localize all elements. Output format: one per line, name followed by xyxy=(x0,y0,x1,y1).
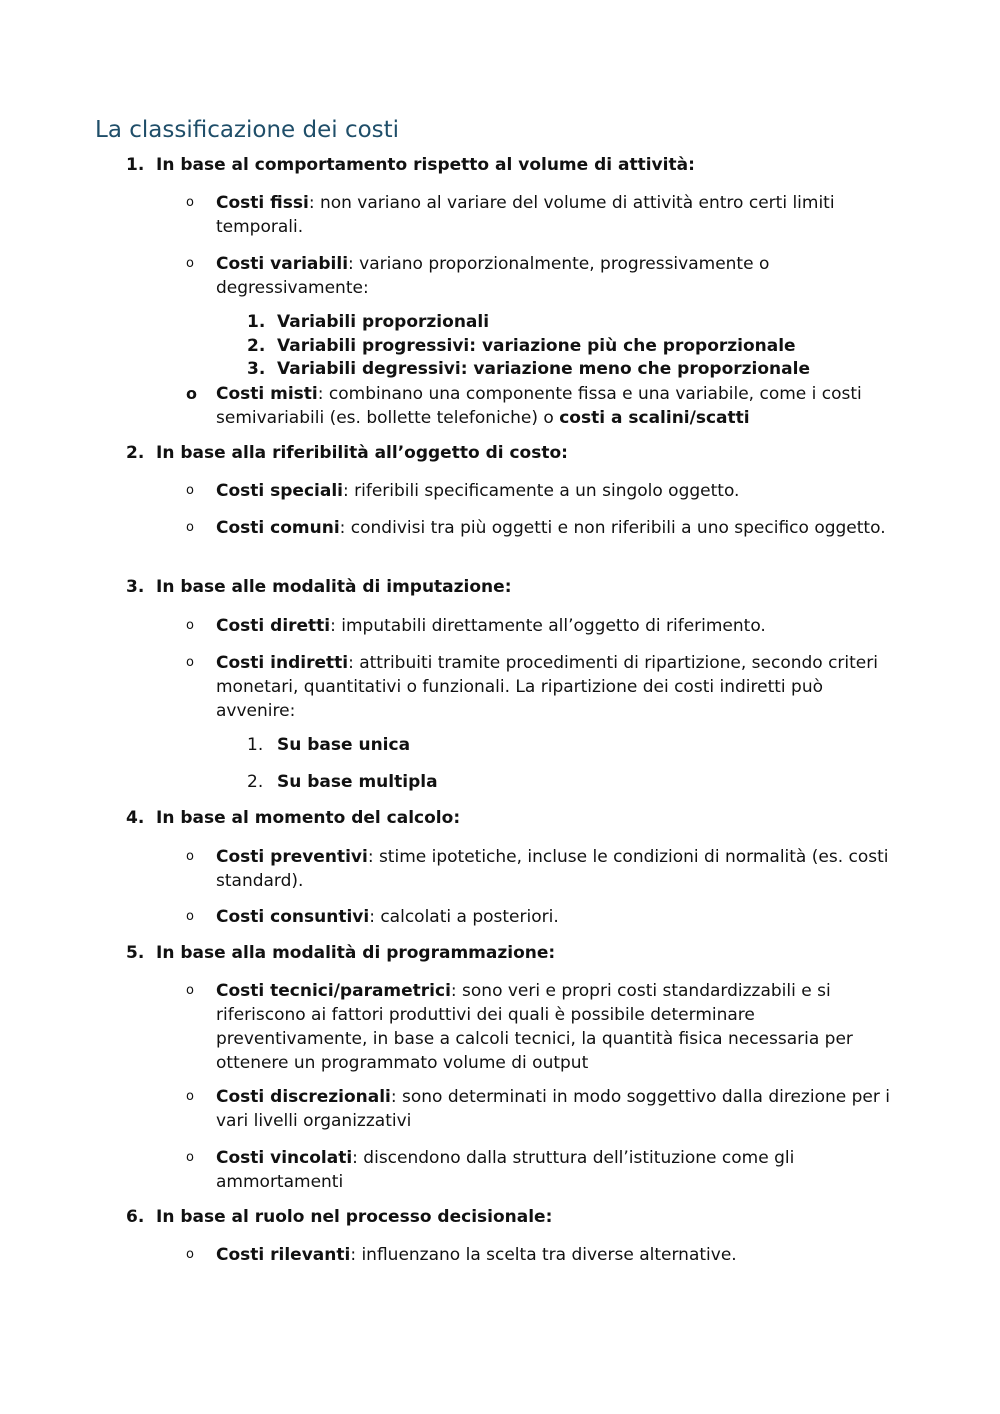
item-term: Costi discrezionali xyxy=(216,1087,391,1107)
section-heading: 2. In base alla riferibilità all’oggetto di costo: xyxy=(126,443,568,463)
item-term: Costi misti xyxy=(216,384,318,404)
item-term: Costi consuntivi xyxy=(216,907,370,927)
bullet-icon: o xyxy=(186,1150,194,1165)
item-term: Costi preventivi xyxy=(216,847,368,867)
item-term: Costi variabili xyxy=(216,254,349,274)
bullet-icon: o xyxy=(186,384,197,403)
section-heading: 1. In base al comportamento rispetto al volume di attività: xyxy=(126,155,695,175)
item-term: Costi rilevanti xyxy=(216,1245,351,1265)
section-heading: 5. In base alla modalità di programmazione: xyxy=(126,943,556,963)
page-title: La classificazione dei costi xyxy=(95,117,400,143)
bullet-icon: o xyxy=(186,983,194,998)
section-heading: 4. In base al momento del calcolo: xyxy=(126,808,461,828)
sub-list-item: 1. Su base unica xyxy=(247,735,411,755)
item-term: Costi indiretti xyxy=(216,653,349,673)
sub-list-item: 1. Variabili proporzionali xyxy=(247,312,490,332)
item-term: Costi fissi xyxy=(216,193,309,213)
sub-list-item: 3. Variabili degressivi: variazione meno che proporzionale xyxy=(247,359,810,379)
sub-list-item: 2. Su base multipla xyxy=(247,772,438,792)
bullet-icon: o xyxy=(186,618,194,633)
bullet-icon: o xyxy=(186,849,194,864)
document-page: La classificazione dei costi 1. In base al comportamento rispetto al volume di attività: o Costi fissi: non variano al variare del volume di attività entro certi limiti temporali. o Costi variabili: variano proporzionalmente, progressivamente o degressivamente: 1. Variabili proporzionali 2. Variabili progressivi: variazione più che proporzionale 3. Variabili degressivi: variazione meno che proporzionale o Costi misti: combinano una componente fissa e una variabile, come i costi semivariabili (es. bollette telefoniche) o costi a scalini/scatti 2. In base alla riferibilità all’oggetto di costo: o Costi speciali: riferibili specificamente a un singolo oggetto. o Costi comuni: condivisi tra più oggetti e non riferibili a uno specifico oggetto. 3. In base alle modalità di imputazione: o Costi diretti: imputabili direttamente all’oggetto di riferimento. o Costi indiretti: attribuiti tramite procedimenti di ripartizione, secondo criteri monetari, quantitativi o funzionali. La ripartizione dei costi indiretti può avvenire: 1. Su base unica 2. Su base multipla 4. In base al momento del calcolo: o Costi preventivi: stime ipotetiche, incluse le condizioni di normalità (es. costi standard). o Costi consuntivi: calcolati a posteriori. 5. In base alla modalità di programmazione: o Costi tecnici/parametrici: sono veri e propri costi standardizzabili e si riferiscono ai fattori produttivi dei quali è possibile determinare preventivamente, in base a calcoli tecnici, la quantità fisica necessaria per ottenere un programmato volume di output o Costi discrezionali: sono determinati in modo soggettivo dalla direzione per i vari livelli organizzativi o Costi vincolati: discendono dalla struttura dell’istituzione come gli ammortamenti 6. In base al ruolo nel processo decisionale: o Costi rilevanti: influenzano la scelta tra diverse alternative. xyxy=(95,117,890,1265)
item-term: Costi vincolati xyxy=(216,1148,353,1168)
item-term: Costi tecnici/parametrici xyxy=(216,981,451,1001)
bullet-icon: o xyxy=(186,909,194,924)
item-term: Costi comuni xyxy=(216,518,340,538)
bullet-icon: o xyxy=(186,483,194,498)
bullet-icon: o xyxy=(186,655,194,670)
bullet-icon: o xyxy=(186,520,194,535)
bullet-icon: o xyxy=(186,1247,194,1262)
section-heading: 6. In base al ruolo nel processo decisionale: xyxy=(126,1207,553,1227)
bullet-icon: o xyxy=(186,195,194,210)
item-term: Costi diretti xyxy=(216,616,331,636)
sub-list-item: 2. Variabili progressivi: variazione più che proporzionale xyxy=(247,336,796,356)
bullet-icon: o xyxy=(186,256,194,271)
item-term: Costi speciali xyxy=(216,481,343,501)
bullet-icon: o xyxy=(186,1089,194,1104)
section-heading: 3. In base alle modalità di imputazione: xyxy=(126,577,512,597)
